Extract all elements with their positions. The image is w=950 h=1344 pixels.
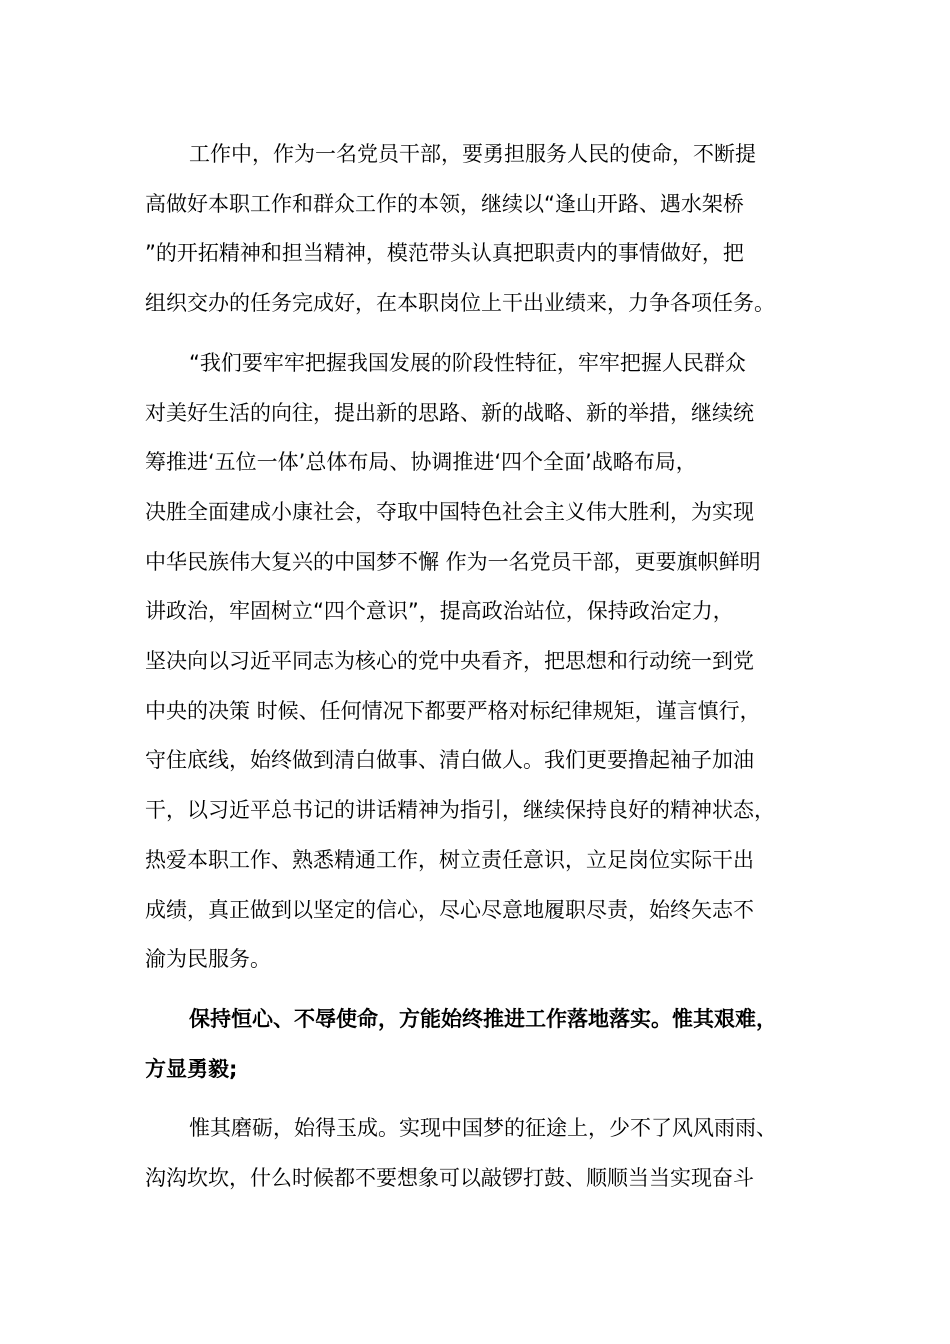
text-line: 中央的决策 时候、任何情况下都要严格对标纪律规矩，谨言慎行， [145, 698, 761, 723]
text-line: 渝为民服务。 [145, 947, 271, 972]
text-line: “我们要牢牢把握我国发展的阶段性特征，牢牢把握人民群众 [189, 350, 746, 375]
text-line: 干，以习近平总书记的讲话精神为指引，继续保持良好的精神状态， [145, 798, 775, 823]
text-line: 坚决向以习近平同志为核心的党中央看齐，把思想和行动统一到党 [145, 649, 754, 674]
text-line: 热爱本职工作、熟悉精通工作，树立责任意识，立足岗位实际干出 [145, 847, 754, 872]
paragraph-1 [145, 130, 805, 329]
document-body [145, 130, 805, 1214]
text-line: 惟其磨砺，始得玉成。实现中国梦的征途上，少不了风风雨雨、 [189, 1116, 777, 1141]
text-line: 守住底线，始终做到清白做事、清白做人。我们更要撸起袖子加油 [145, 748, 754, 773]
text-line: 讲政治，牢固树立“四个意识”，提高政治站位，保持政治定力， [145, 599, 734, 624]
text-line: 中华民族伟大复兴的中国梦不懈 作为一名党员干部，更要旗帜鲜明 [145, 549, 761, 574]
paragraph-3-bold [145, 995, 805, 1094]
text-line: 成绩，真正做到以坚定的信心，尽心尽意地履职尽责，始终矢志不 [145, 897, 754, 922]
paragraph-2 [145, 339, 805, 985]
text-line: 高做好本职工作和群众工作的本领，继续以“逢山开路、遇水架桥 [145, 191, 744, 216]
text-line: 对美好生活的向往，提出新的思路、新的战略、新的举措，继续统 [145, 400, 754, 425]
text-line: 保持恒心、不辱使命，方能始终推进工作落地落实。惟其艰难， [189, 1006, 777, 1031]
text-line: 筹推进‘五位一体’总体布局、协调推进‘四个全面’战略布局， [145, 450, 697, 475]
paragraph-4 [145, 1104, 805, 1203]
text-line: 沟沟坎坎，什么时候都不要想象可以敲锣打鼓、顺顺当当实现奋斗 [145, 1166, 754, 1191]
text-line: ”的开拓精神和担当精神，模范带头认真把职责内的事情做好，把 [145, 241, 744, 266]
text-line: 工作中，作为一名党员干部，要勇担服务人民的使命，不断提 [189, 142, 756, 166]
text-line: 决胜全面建成小康社会，夺取中国特色社会主义伟大胜利，为实现 [145, 499, 754, 524]
text-line: 组织交办的任务完成好，在本职岗位上干出业绩来，力争各项任务。 [145, 291, 775, 316]
text-line: 方显勇毅; [145, 1056, 238, 1081]
